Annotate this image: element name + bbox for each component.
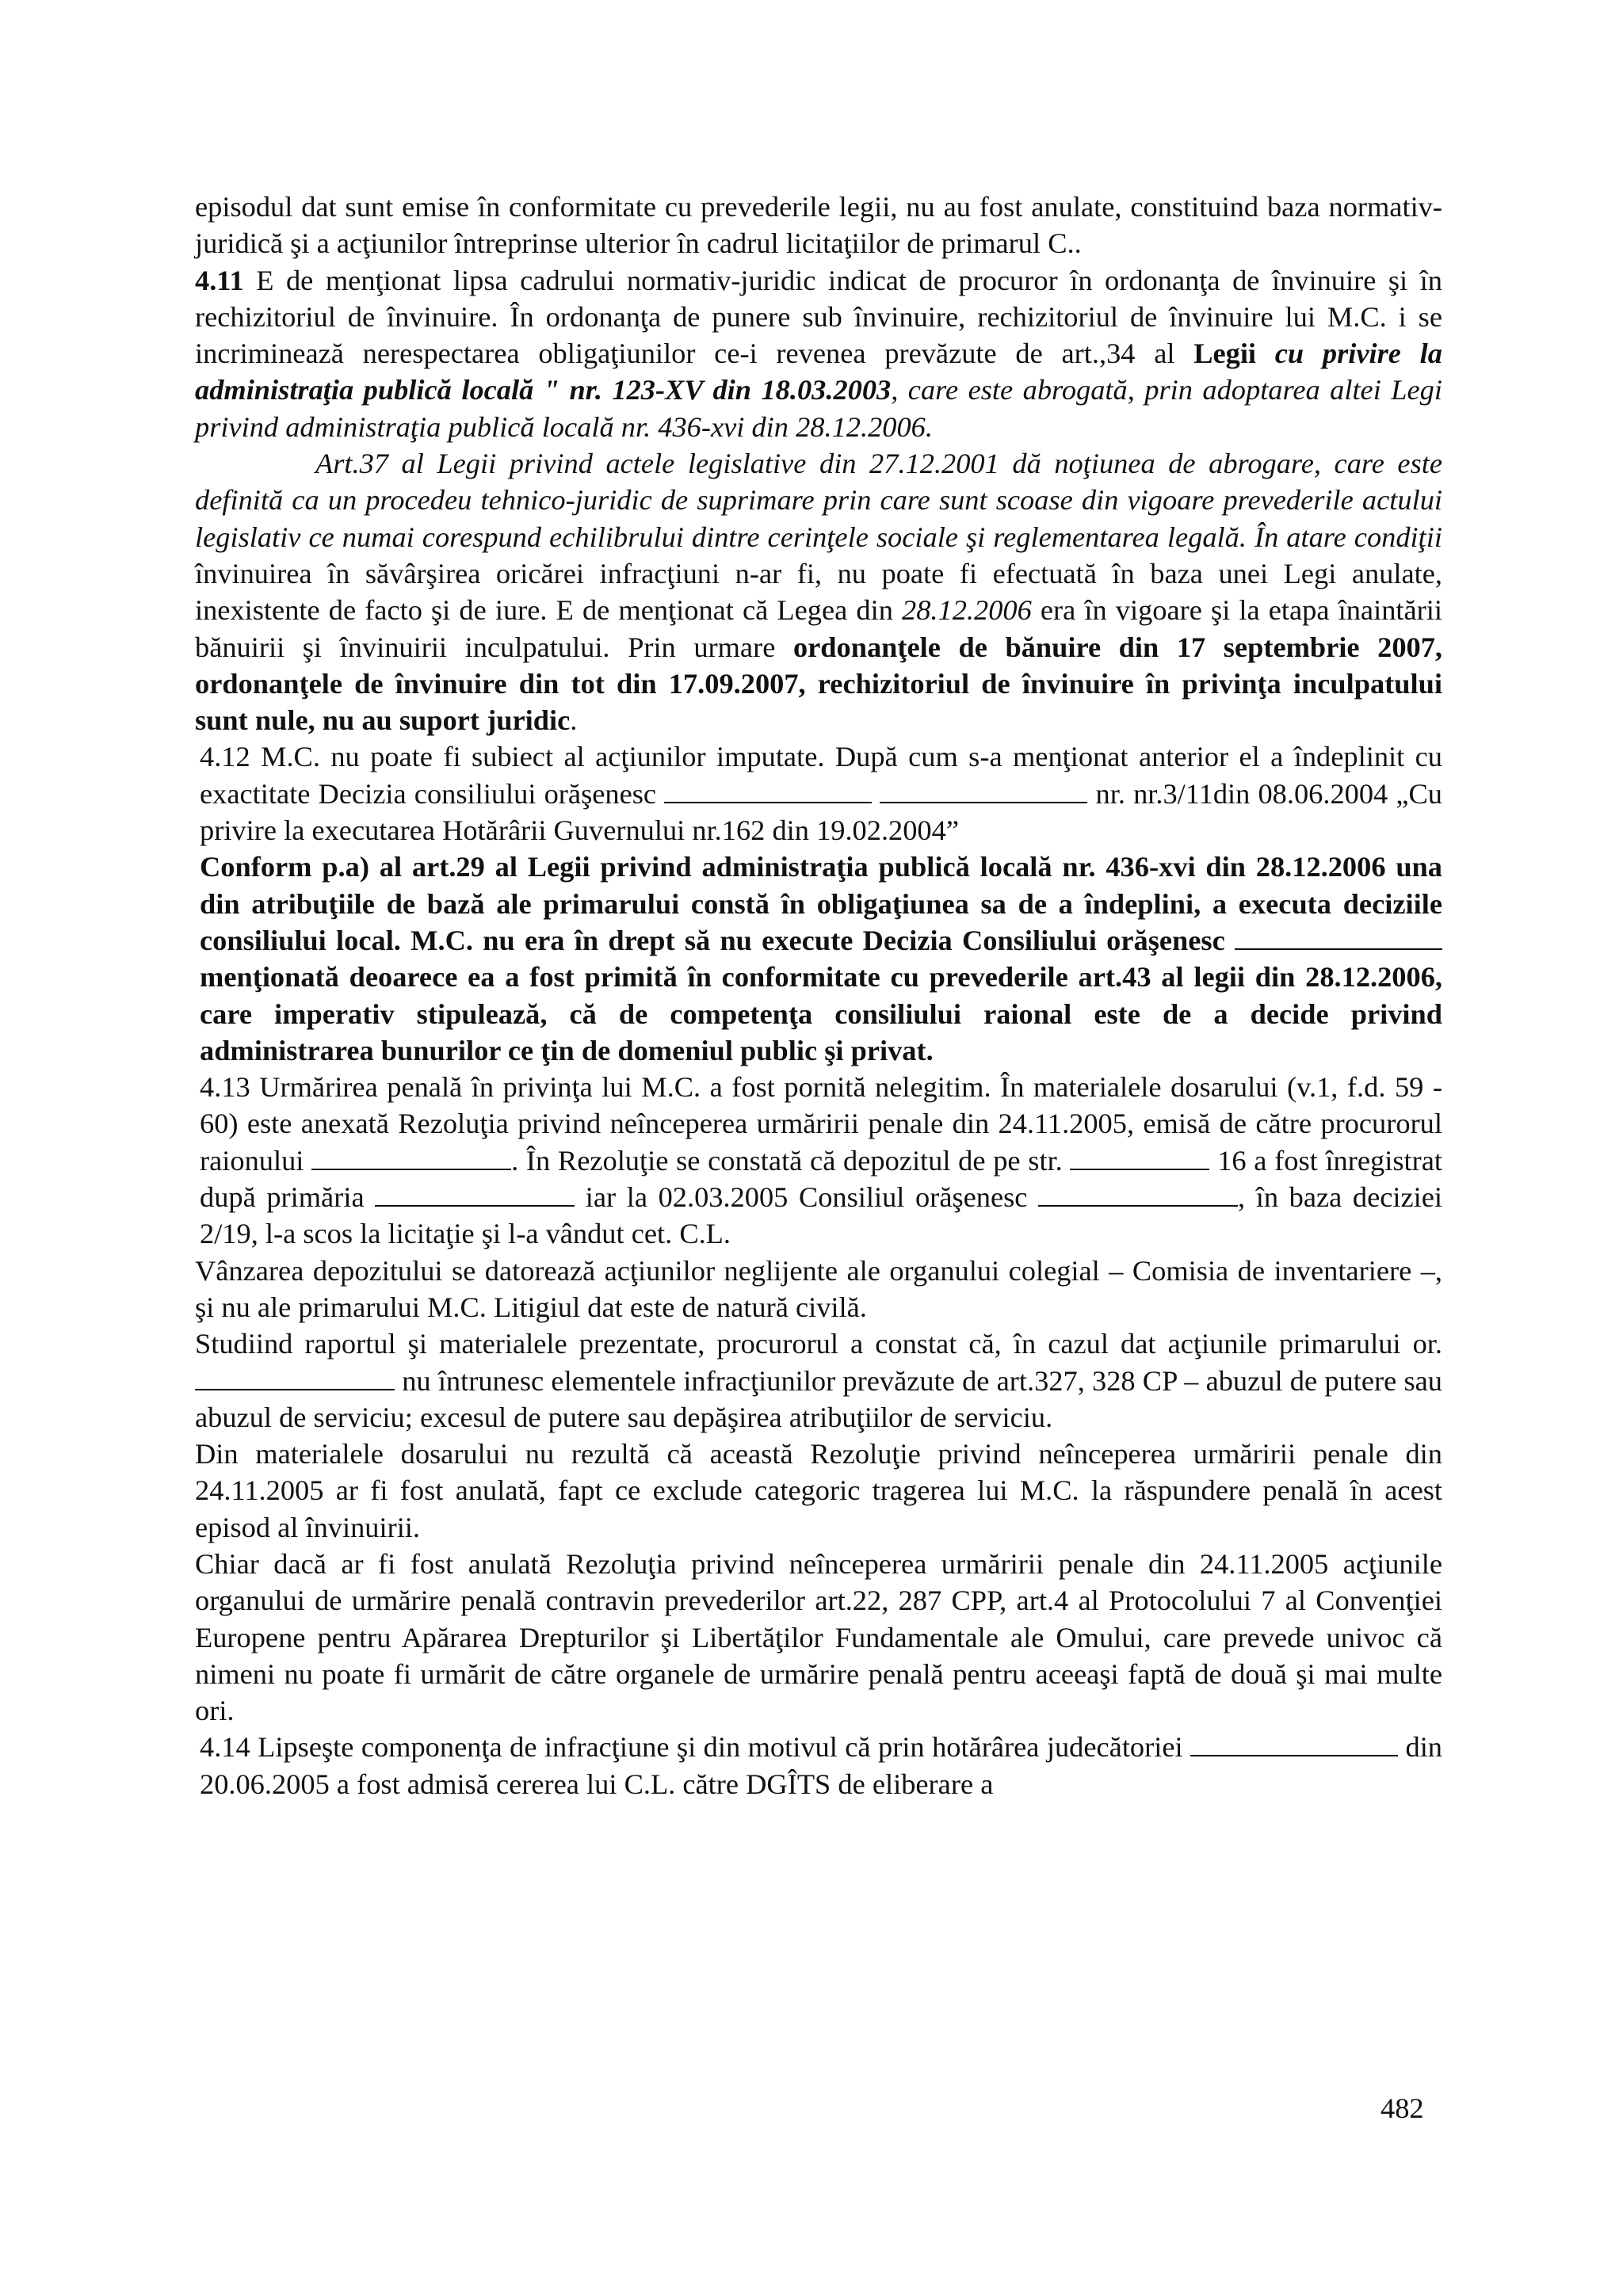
redacted-blank	[664, 780, 872, 803]
redacted-blank	[1038, 1183, 1238, 1207]
redacted-blank	[311, 1146, 511, 1170]
redacted-blank	[195, 1367, 395, 1390]
redacted-blank	[880, 780, 1087, 803]
redacted-blank	[375, 1183, 575, 1207]
document-body	[195, 189, 1442, 1802]
section-number: 4.11	[195, 264, 244, 296]
paragraph-ne-bis-in-idem: Chiar dacă ar fi fost anulată Rezoluţia privind neînceperea urmăririi penale din 24.11.2005 acţiunile organului de urmărire penală contravin prevederilor art.22, 287 CPP, art.4 al Protocolului 7 al Convenţiei Europene pentru Apărarea Drepturilor şi Libertăţilor Fundamentale ale Omului, care prevede univoc că nimeni nu poate fi urmărit de către organele de urmărire penală pentru aceeaşi faptă de două şi mai multe ori.	[195, 1547, 1442, 1727]
paragraph-episode-intro: episodul dat sunt emise în conformitate cu prevederile legii, nu au fost anulate, constituind baza normativ-juridică şi a acţiunilor întreprinse ulterior în cadrul licitaţiilor de primarul C..	[195, 191, 1442, 260]
redacted-blank	[1235, 926, 1442, 950]
paragraph-4-14: 4.14 Lipseşte componenţa de infracţiune şi din motivul că prin hotărârea judecătoriei din 20.06.2005 a fost admisă cererea lui C.L. către DGÎTS de eliberare a	[200, 1731, 1443, 1800]
redacted-blank	[1070, 1146, 1209, 1170]
paragraph-art-37: Art.37 al Legii privind actele legislative din 27.12.2001 dă noţiunea de abrogare, care este definită ca un procedeu tehnico-juridic de suprimare prin care sunt scoase din vigoare prevederile actului legislativ ce numai corespund echilibrului dintre cerinţele sociale şi reglementarea legală. În atare condiţii învinuirea în săvârşirea oricărei infracţiuni n-ar fi, nu poate fi efectuată în baza unei Legi anulate, inexistente de facto şi de iure. E de menţionat că Legea din 28.12.2006 era în vigoare şi la etapa înaintării bănuirii şi învinuirii inculpatului. Prin urmare ordonanţele de bănuire din 17 septembrie 2007, ordonanţele de învinuire din tot din 17.09.2007, rechizitoriul de învinuire în privinţa inculpatului sunt nule, nu au suport juridic.	[195, 448, 1443, 737]
paragraph-prosecutor-finding: Studiind raportul şi materialele prezentate, procurorul a constat că, în cazul dat acţiunile primarului or. nu întrunesc elementele infracţiunilor prevăzute de art.327, 328 CP – abuzul de putere sau abuzul de serviciu; excesul de putere sau depăşirea atribuţiilor de serviciu.	[195, 1328, 1442, 1433]
paragraph-4-13: 4.13 Urmărirea penală în privinţa lui M.C. a fost pornită nelegitim. În materialele dosarului (v.1, f.d. 59 - 60) este anexată Rezoluţia privind neînceperea urmăririi penale din 24.11.2005, emisă de către procurorul raionului . În Rezoluţie se constată că depozitul de pe str. 16 a fost înregistrat după primăria iar la 02.03.2005 Consiliul orăşenesc , în baza deciziei 2/19, l-a scos la licitaţie şi l-a vândut cet. C.L.	[200, 1071, 1443, 1250]
paragraph-4-12: 4.12 M.C. nu poate fi subiect al acţiunilor imputate. După cum s-a menţionat anterior el a îndeplinit cu exactitate Decizia consiliului orăşenesc nr. nr.3/11din 08.06.2004 „Cu privire la executarea Hotărârii Guvernului nr.162 din 19.02.2004” Conform p.a) al art.29 al Legii privind administraţia publică locală nr. 436-xvi din 28.12.2006 una din atribuţiile de bază ale primarului constă în obligaţiunea sa de a îndeplini, a executa deciziile consiliului local. M.C. nu era în drept să nu execute Decizia Consiliului orăşenesc menţionată deoarece ea a fost primită în conformitate cu prevederile art.43 al legii din 28.12.2006, care imperativ stipulează, că de competenţa consiliului raional este de a decide privind administrarea bunurilor ce ţin de domeniul public şi privat.	[200, 741, 1442, 1066]
paragraph-sale-of-depot: Vânzarea depozitului se datorează acţiunilor neglijente ale organului colegial – Comisia de inventariere –, şi nu ale primarului M.C. Litigiul dat este de natură civilă.	[195, 1254, 1442, 1323]
page-number: 482	[1381, 2092, 1424, 2124]
paragraph-resolution-not-annulled: Din materialele dosarului nu rezultă că această Rezoluţie privind neînceperea urmăririi penale din 24.11.2005 ar fi fost anulată, fapt ce exclude categoric tragerea lui M.C. la răspundere penală în acest episod al învinuirii.	[195, 1438, 1442, 1543]
redacted-blank	[1190, 1733, 1398, 1756]
paragraph-4-11: 4.11 E de menţionat lipsa cadrului normativ-juridic indicat de procuror în ordonanţa de învinuire şi în rechizitoriul de învinuire. În ordonanţa de punere sub învinuire, rechizitoriul de învinuire lui M.C. i se incriminează nerespectarea obligaţiunilor ce-i revenea prevăzute de art.,34 al Legii cu privire la administraţia publică locală " nr. 123-XV din 18.03.2003, care este abrogată, prin adoptarea altei Legi privind administraţia publică locală nr. 436-xvi din 28.12.2006.	[195, 264, 1442, 443]
